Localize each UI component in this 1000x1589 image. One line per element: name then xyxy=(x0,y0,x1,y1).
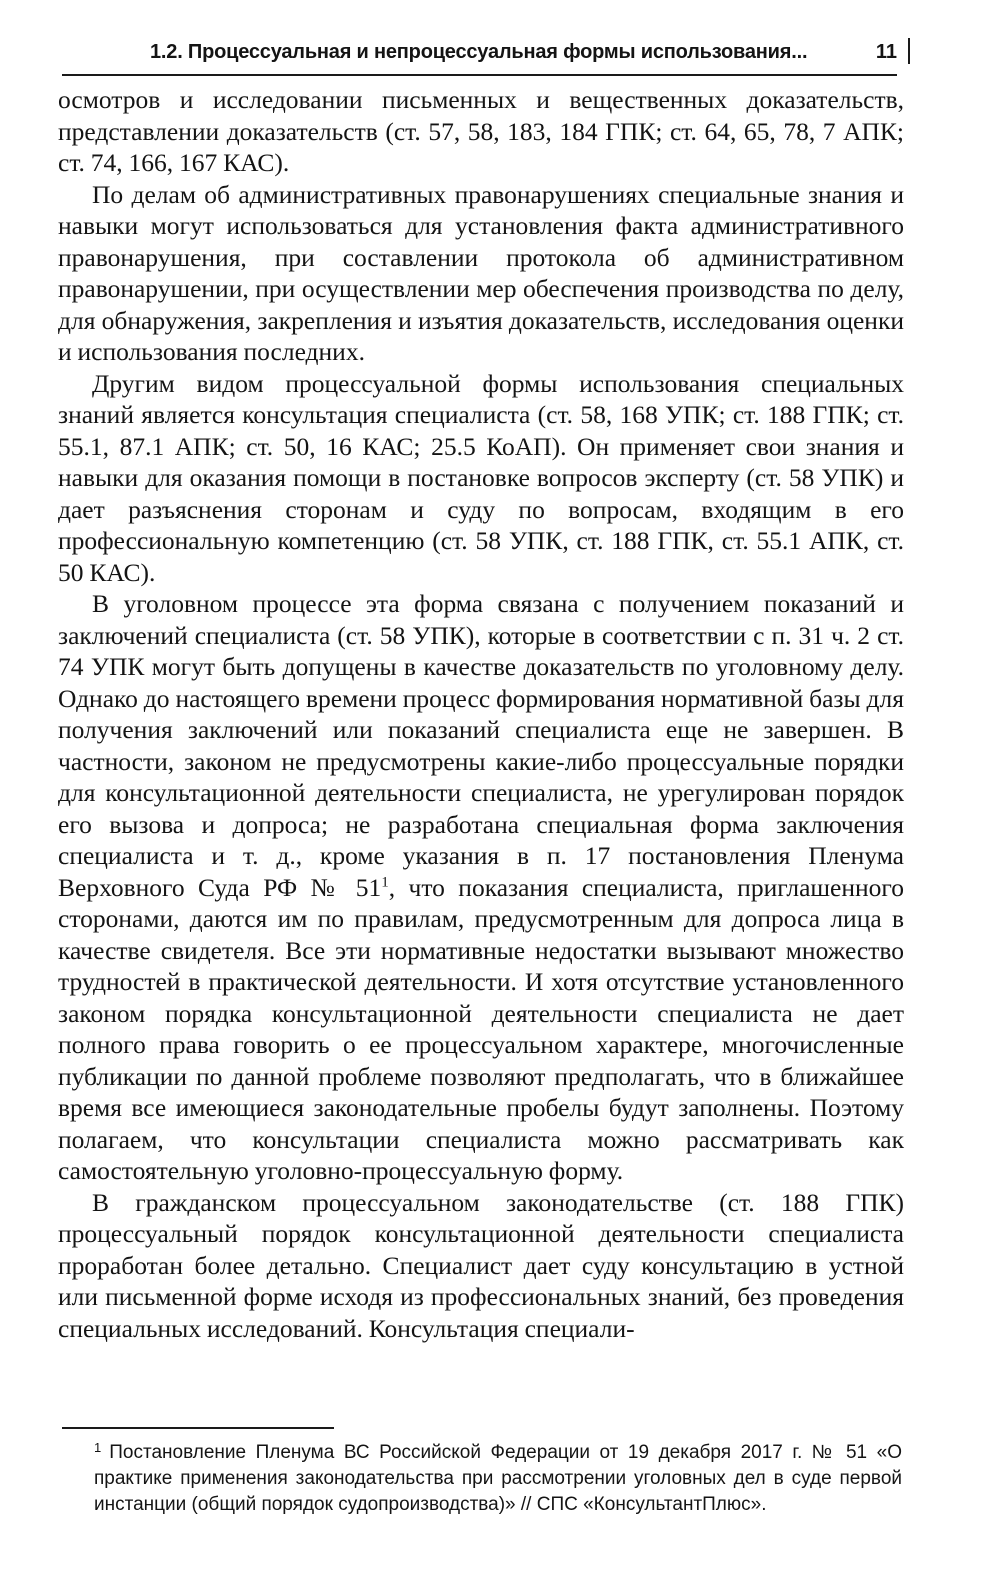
footnote-text: Постановление Пленума ВС Российской Федерации от 19 декабря 2017 г. № 51 «О практике применения законодательства при рассмотрении уголовных дел в суде первой инстанции (общий порядок судопроизводства)» // СПС «КонсультантПлюс». xyxy=(94,1442,902,1515)
criminal-process-text-1: В уголовном процессе эта форма связана с получением показаний и заключений специалиста (ст. 58 УПК), которые в соответствии с п. 31 ч. 2 ст. 74 УПК могут быть допущены в качестве доказательств по уголовному делу. Однако до настоящего времени процесс формирования нормативной базы для получения заключений или показаний специалиста еще не завершен. В частности, законом не предусмотрены какие-либо процессуальные порядки для консультационной деятельности специалиста, не урегулирован порядок его вызова и допроса; не разработана специальная форма заключения специалиста и т. д., кроме указания в п. 17 постановления Пленума Верховного Суда РФ № 51 xyxy=(58,589,904,902)
paragraph-specialist-consultation: Другим видом процессуальной формы использования специальных знаний является консультация специалиста (ст. 58, 168 УПК; ст. 188 ГПК; ст. 55.1, 87.1 АПК; ст. 50, 16 КАС; 25.5 КоАП). Он применяет свои знания и навыки для оказания помощи в постановке вопросов эксперту (ст. 58 УПК) и дает разъяснения сторонам и суду по вопросам, входящим в его профессиональную компетенцию (ст. 58 УПК, ст. 188 ГПК, ст. 55.1 АПК, ст. 50 КАС). xyxy=(58,368,904,587)
paragraph-continued: осмотров и исследовании письменных и вещественных доказательств, представлении доказательств (ст. 57, 58, 183, 184 ГПК; ст. 64, 65, 78, 7 АПК; ст. 74, 166, 167 КАС). xyxy=(58,85,904,177)
footnote-marker: 1 xyxy=(94,1440,102,1455)
running-header-title: 1.2. Процессуальная и непроцессуальная формы использования... xyxy=(150,41,808,63)
paragraph-criminal-process xyxy=(58,588,904,1187)
paragraph-civil-process: В гражданском процессуальном законодательстве (ст. 188 ГПК) процессуальный порядок консультационной деятельности специалиста проработан более детально. Специалист дает суду консультацию в устной или письменной форме исходя из профессиональных знаний, без проведения специальных исследований. Консультация специали- xyxy=(58,1187,904,1343)
footnote xyxy=(60,1440,902,1518)
page-number: 11 xyxy=(875,41,897,63)
body-text xyxy=(58,84,904,1344)
footnote-reference[interactable]: 1 xyxy=(381,874,389,890)
footnote-divider xyxy=(62,1427,334,1429)
criminal-process-text-2: , что показания специалиста, приглашенного сторонами, даются им по правилам, предусмотренным для допроса лица в качестве свидетеля. Все эти нормативные недостатки вызывают множество трудностей в практической деятельности. И хотя отсутствие установленного законом порядка консультационной деятельности специалиста не дает полного права говорить о ее процессуальном характере, многочисленные публикации по данной проблеме позволяют предполагать, что в ближайшее время все имеющиеся законодательные пробелы будут заполнены. Поэтому полагаем, что консультации специалиста можно рассматривать как самостоятельную уголовно-процессуальную форму. xyxy=(58,872,904,1185)
paragraph-administrative-offenses: По делам об административных правонарушениях специальные знания и навыки могут использоваться для установления факта административного правонарушения, при составлении протокола об административном правонарушении, при осуществлении мер обеспечения производства по делу, для обнаружения, закрепления и изъятия доказательств, исследования оценки и использования последних. xyxy=(58,179,904,366)
header-separator xyxy=(908,38,910,64)
footnote-body xyxy=(60,1440,902,1518)
running-header xyxy=(62,30,897,76)
